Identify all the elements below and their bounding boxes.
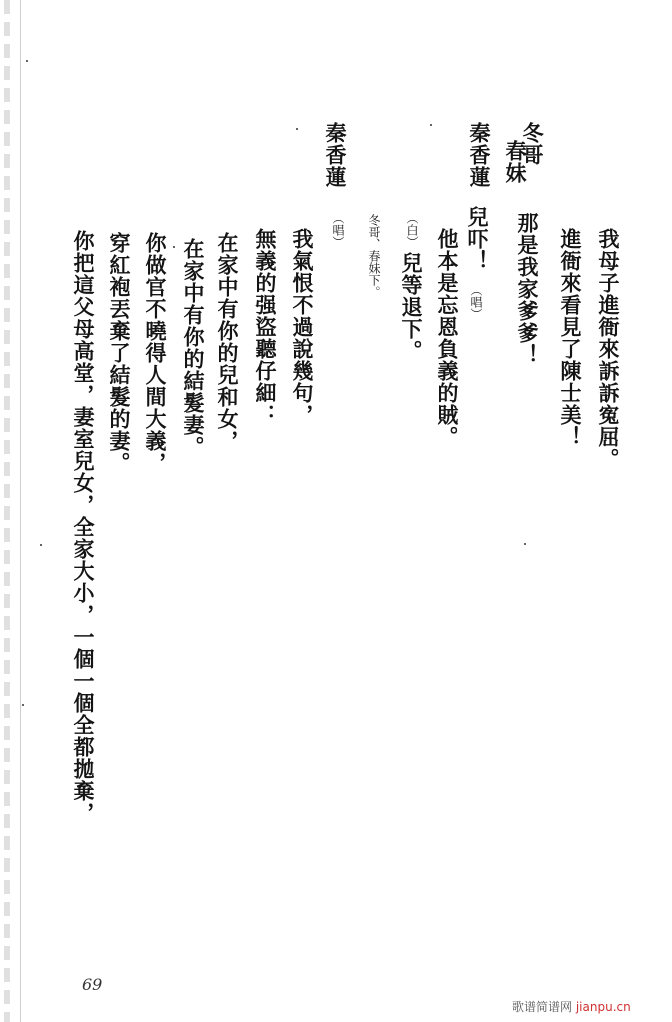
sung-line-3: 在家中有你的兒和女， [215, 232, 240, 452]
page-number: 69 [82, 975, 103, 994]
stage-note-speak: （白） [405, 212, 419, 248]
watermark-site-name: 歌谱简谱网 [512, 1000, 573, 1014]
speaker-dongge: 冬哥 [520, 122, 545, 166]
verse-line-3: 他本是忘恩負義的賊。 [435, 228, 460, 448]
stage-direction-exit: 冬哥、春妹下。 [367, 214, 381, 298]
watermark-domain: jianpu.cn [575, 1000, 631, 1014]
speaker-chunmei: 春妹 [503, 140, 528, 184]
sung-line-7: 你把這父母高堂，妻室兒女，全家大小，一個一個全都拋棄， [71, 230, 96, 824]
dialogue-line-dongge: 那是我家爹爹！ [515, 212, 540, 366]
sung-line-6: 穿紅袍丟棄了結髮的妻。 [107, 232, 132, 474]
sung-line-5: 你做官不曉得人間大義， [143, 232, 168, 474]
sung-line-1: 我氣恨不過說幾句， [290, 228, 315, 426]
scan-speck [173, 246, 175, 248]
verse-line-2: 進衙來看見了陳士美！ [558, 228, 583, 448]
scan-speck [26, 60, 28, 62]
binding-line [20, 0, 21, 1022]
stage-note-sing-1: （唱） [469, 284, 483, 320]
scan-speck [22, 704, 24, 706]
sung-line-2: 無義的强盜聽仔細： [253, 228, 278, 426]
stage-note-sing-2: （唱） [331, 212, 345, 248]
scan-speck [430, 124, 432, 126]
sung-line-4: 在家中有你的結髮妻。 [181, 238, 206, 458]
speaker-qinxianglian-2: 秦香蓮 [323, 122, 348, 188]
speaker-qinxianglian-1: 秦香蓮 [467, 122, 492, 188]
dialogue-line-qxl-1: 兒吓！ [465, 206, 490, 272]
binding-edge [4, 0, 10, 1022]
verse-line-1: 我母子進衙來訴訴寃屈。 [596, 228, 621, 470]
scan-speck [296, 128, 298, 130]
scan-speck [524, 543, 526, 545]
scan-speck [40, 544, 42, 546]
site-watermark [512, 998, 631, 1015]
dialogue-line-qxl-2: 兒等退下。 [399, 252, 424, 362]
